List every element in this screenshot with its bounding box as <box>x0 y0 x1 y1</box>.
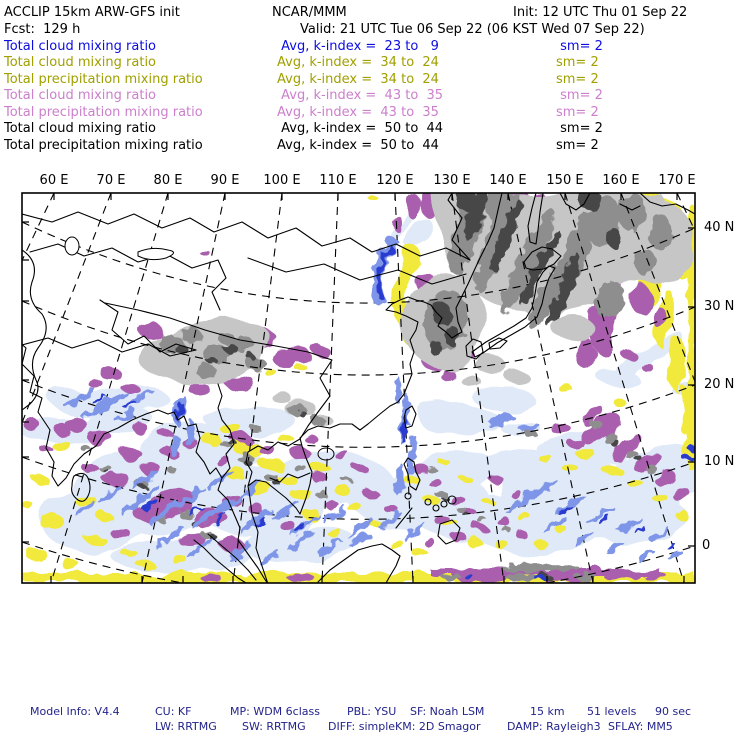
lat-label: 40 N <box>704 220 735 235</box>
lon-label: 140 E <box>489 173 527 188</box>
legend-sm: sm= 2 <box>556 55 599 70</box>
legend-stat: Avg, k-index = 23 to 9 <box>277 39 439 54</box>
org-title: NCAR/MMM <box>272 5 347 20</box>
legend-sm: sm= 2 <box>556 105 599 120</box>
footer-item: 15 km <box>530 705 565 718</box>
legend-sm: sm= 2 <box>556 138 599 153</box>
lon-label: 70 E <box>96 173 126 188</box>
footer-model-info: Model Info: V4.4 <box>30 705 120 718</box>
legend-sm: sm= 2 <box>556 121 603 136</box>
footer-item: DAMP: Rayleigh3 <box>507 720 601 733</box>
lat-label: 30 N <box>704 299 735 314</box>
lon-label: 100 E <box>263 173 301 188</box>
footer-item: MP: WDM 6class <box>230 705 320 718</box>
lon-label: 170 E <box>658 173 696 188</box>
legend-sm: sm= 2 <box>556 88 603 103</box>
legend-label: Total cloud mixing ratio <box>4 121 157 136</box>
page-title: ACCLIP 15km ARW-GFS init <box>4 5 180 20</box>
lat-label: 20 N <box>704 377 735 392</box>
legend-stat: Avg, k-index = 50 to 44 <box>277 138 439 153</box>
footer-item: LW: RRTMG <box>155 720 217 733</box>
legend-sm: sm= 2 <box>556 72 599 87</box>
lon-label: 120 E <box>376 173 414 188</box>
lon-label: 150 E <box>546 173 584 188</box>
lon-label: 130 E <box>433 173 471 188</box>
legend-sm: sm= 2 <box>556 39 603 54</box>
init-time: Init: 12 UTC Thu 01 Sep 22 <box>513 5 688 20</box>
footer-item: SFLAY: MM5 <box>608 720 673 733</box>
footer-item: PBL: YSU <box>347 705 397 718</box>
lat-label: 0 <box>702 538 711 553</box>
lat-label: 10 N <box>704 454 735 469</box>
footer-item: SF: Noah LSM <box>410 705 485 718</box>
footer-item: KM: 2D Smagor <box>395 720 481 733</box>
legend-label: Total precipitation mixing ratio <box>4 138 203 153</box>
legend-label: Total precipitation mixing ratio <box>4 72 203 87</box>
lon-label: 80 E <box>153 173 183 188</box>
legend-label: Total cloud mixing ratio <box>4 39 157 54</box>
footer-item: DIFF: simple <box>328 720 396 733</box>
lon-label: 90 E <box>210 173 240 188</box>
valid-time: Valid: 21 UTC Tue 06 Sep 22 (06 KST Wed 07 Sep 22) <box>300 22 645 37</box>
lon-label: 110 E <box>319 173 357 188</box>
lon-label: 160 E <box>602 173 640 188</box>
legend-stat: Avg, k-index = 50 to 44 <box>277 121 444 136</box>
legend-stat: Avg, k-index = 43 to 35 <box>277 88 444 103</box>
footer-item: SW: RRTMG <box>242 720 306 733</box>
lon-label: 60 E <box>39 173 69 188</box>
forecast-hour: Fcst: 129 h <box>4 22 81 37</box>
legend-label: Total cloud mixing ratio <box>4 88 157 103</box>
legend-stat: Avg, k-index = 43 to 35 <box>277 105 439 120</box>
legend-stat: Avg, k-index = 34 to 24 <box>277 55 439 70</box>
footer-item: CU: KF <box>155 705 192 718</box>
footer-item: 90 sec <box>655 705 692 718</box>
legend-label: Total cloud mixing ratio <box>4 55 157 70</box>
legend-stat: Avg, k-index = 34 to 24 <box>277 72 439 87</box>
legend-label: Total precipitation mixing ratio <box>4 105 203 120</box>
footer-item: 51 levels <box>587 705 637 718</box>
